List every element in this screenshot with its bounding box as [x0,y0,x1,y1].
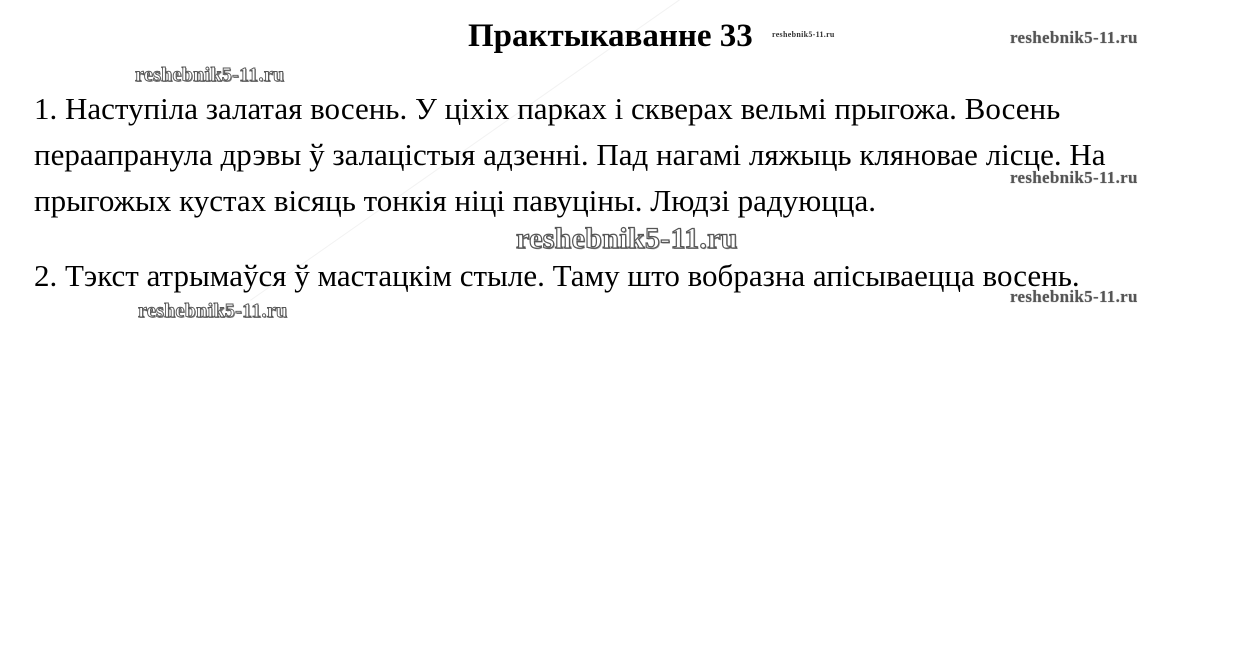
page-title: Практыкаванне 33 [468,18,753,54]
watermark-top-left: reshebnik5-11.ru [135,64,285,86]
watermark-tiny: reshebnik5-11.ru [772,30,835,39]
watermark-mid-right: reshebnik5-11.ru [1010,168,1138,187]
title-block [468,16,753,56]
watermark-lower-right: reshebnik5-11.ru [1010,287,1138,306]
watermark-center: reshebnik5-11.ru [516,222,738,255]
paragraph-1: 1. Наступіла залатая восень. У ціхіх парках і скверах вельмі прыгожа. Восень пераапранула дрэвы ў залацістыя адзенні. Пад нагамі ляжыць кляновае лісце. На прыгожых кустах вісяць тонкія ніці павуціны. Людзі радуюцца. [34,91,1106,218]
paragraph-2: 2. Тэкст атрымаўся ў мастацкім стылe. Таму што вобразна апісываецца восень. [34,258,1080,293]
watermark-lower-left: reshebnik5-11.ru [138,300,288,322]
watermark-top-right: reshebnik5-11.ru [1010,28,1138,47]
